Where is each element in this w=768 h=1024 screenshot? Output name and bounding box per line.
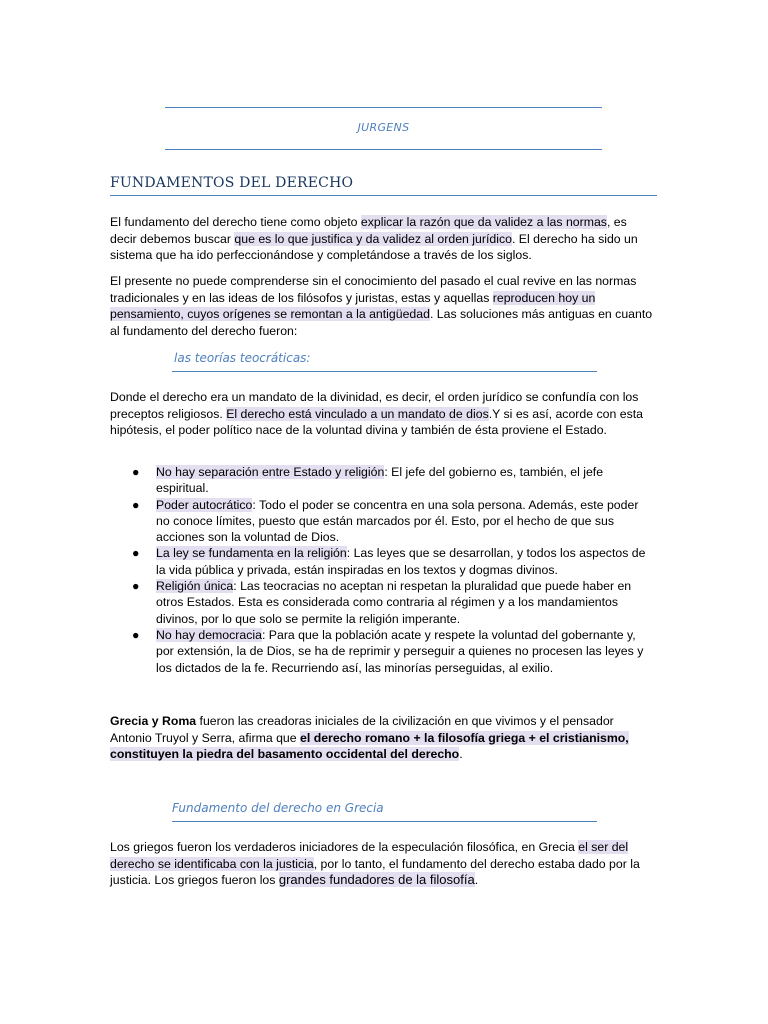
highlight-text: El derecho está vinculado a un mandato de dios xyxy=(226,406,489,421)
highlight-text: grandes fundadores de la filosofía xyxy=(278,872,475,888)
list-item-text: : Las teocracias no aceptan ni respetan la pluralidad que puede haber en otros Estados. Esta es considerada como contraria al régimen y a los mandamientos divinos, por lo que solo se permite la religión imperante. xyxy=(156,579,632,626)
list-item xyxy=(110,578,655,627)
paragraph-3-text: Donde el derecho era un mandato de la divinidad, es decir, el orden jurídico se confundía con los preceptos religiosos. xyxy=(110,390,639,421)
list-item-term: No hay democracia xyxy=(156,627,262,642)
bullet-icon: ● xyxy=(132,465,140,479)
paragraph-4 xyxy=(110,713,655,763)
bold-text: Grecia y Roma xyxy=(110,714,197,728)
list-item-text: : Todo el poder se concentra en una sola persona. Además, este poder no conoce límites, puesto que están marcados por él. Esto, por el hecho de que sus acciones son la voluntad de Dios. xyxy=(156,497,639,545)
paragraph-5-text: , por lo tanto, el fundamento del derecho estaba dado por la justicia. Los griegos fueron los xyxy=(110,856,640,888)
header-bottom-rule xyxy=(165,149,602,150)
list-item xyxy=(110,497,655,546)
paragraph-3 xyxy=(110,389,655,439)
list-item-term: No hay separación entre Estado y religión xyxy=(156,465,385,479)
theocracy-features-list xyxy=(110,464,655,676)
paragraph-5-text: . xyxy=(474,873,479,888)
paragraph-4-text: fueron las creadoras iniciales de la civilización en que vivimos y el pensador Antonio Truyol y Serra, afirma que xyxy=(110,714,614,745)
header-top-rule xyxy=(165,107,602,108)
paragraph-1 xyxy=(110,214,655,264)
paragraph-5-text: Los griegos fueron los verdaderos iniciadores de la especulación filosófica, en Grecia xyxy=(110,840,579,854)
highlight-text: que es lo que justifica y da validez al orden jurídico xyxy=(234,231,512,246)
list-item xyxy=(110,627,655,676)
highlight-text: el derecho romano + la filosofía griega + el cristianismo, constituyen la piedra del basamento occidental del derecho xyxy=(110,730,629,762)
paragraph-1-text: . El derecho ha sido un sistema que ha ido perfeccionándose y completándose a través de los siglos. xyxy=(110,231,638,263)
highlight-text: reproducen hoy un pensamiento, cuyos orígenes se remontan a la antigüedad xyxy=(110,290,596,322)
subheading-grecia: Fundamento del derecho en Grecia xyxy=(172,801,384,815)
paragraph-2-text: El presente no puede comprenderse sin el conocimiento del pasado el cual revive en las normas tradicionales y en las ideas de los filósofos y juristas, estas y aquellas xyxy=(110,274,637,305)
list-item-text: : Las leyes que se desarrollan, y todos los aspectos de la vida pública y privada, están inspiradas en los textos y dogmas divinos. xyxy=(156,546,646,577)
list-item-term: Religión única xyxy=(156,579,234,594)
list-item-term: Poder autocrático xyxy=(156,497,253,512)
subheading-teocraticas: las teorías teocráticas: xyxy=(174,351,311,365)
bullet-icon: ● xyxy=(132,627,140,642)
list-item xyxy=(110,464,655,497)
paragraph-2-text: . Las soluciones más antiguas en cuanto al fundamento del derecho fueron: xyxy=(110,307,653,338)
subheading-1-rule xyxy=(172,371,597,372)
bullet-icon: ● xyxy=(132,579,140,594)
highlight-text: explicar la razón que da validez a las normas xyxy=(360,215,607,229)
paragraph-3-text: .Y si es así, acorde con esta hipótesis, el poder político nace de la voluntad divina y también de ésta proviene el Estado. xyxy=(110,406,643,438)
document-title: FUNDAMENTOS DEL DERECHO xyxy=(110,175,354,191)
subheading-2-rule xyxy=(172,821,597,822)
header-title: JURGENS xyxy=(357,121,410,134)
paragraph-4-text: . xyxy=(459,747,463,762)
paragraph-1-text: , es decir debemos buscar xyxy=(110,215,627,246)
bullet-icon: ● xyxy=(132,546,140,561)
bullet-icon: ● xyxy=(132,497,140,512)
list-item-text: : El jefe del gobierno es, también, el jefe espiritual. xyxy=(156,465,604,496)
list-item xyxy=(110,545,655,578)
highlight-text: el ser del derecho se identificaba con la justicia xyxy=(110,840,629,871)
list-item-term: La ley se fundamenta en la religión xyxy=(156,546,347,561)
list-item-text: : Para que la población acate y respete la voluntad del gobernante y, por extensión, la de Dios, se ha de reprimir y perseguir a quienes no procesen las leyes y los dictados de la fe. Recurriendo así, las minorías perseguidas, al exilio. xyxy=(156,627,644,675)
paragraph-5 xyxy=(110,839,655,889)
paragraph-1-text: El fundamento del derecho tiene como objeto xyxy=(110,215,361,229)
title-underline xyxy=(110,195,657,196)
paragraph-2 xyxy=(110,273,655,339)
